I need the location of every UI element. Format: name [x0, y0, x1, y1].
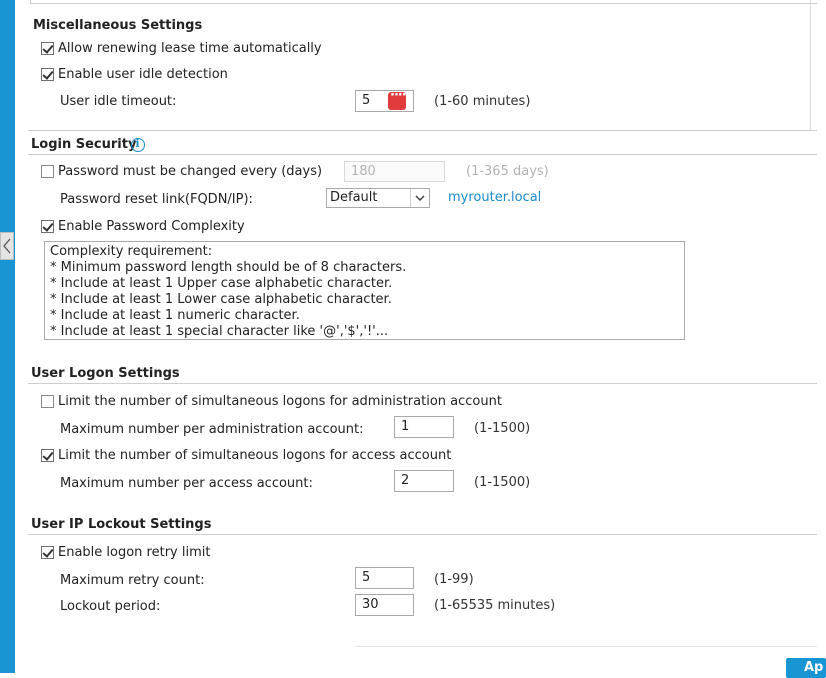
section-heading-misc: Miscellaneous Settings — [33, 18, 203, 33]
complexity-requirements-textarea[interactable] — [44, 241, 685, 340]
idle-timeout-label: User idle timeout: — [60, 94, 177, 109]
access-max-input[interactable]: 2 — [394, 470, 454, 492]
admin-limit-label: Limit the number of simultaneous logons for administration account — [58, 394, 502, 409]
divider — [28, 534, 817, 535]
divider — [28, 130, 817, 131]
apply-button[interactable]: Ap — [786, 658, 826, 678]
access-max-label: Maximum number per access account: — [60, 476, 313, 491]
reset-link-select[interactable] — [326, 188, 430, 208]
previous-section-frame — [30, 0, 817, 4]
dropdown-arrow — [410, 189, 429, 207]
divider — [28, 383, 817, 384]
retry-limit-checkbox[interactable] — [41, 546, 54, 559]
pwd-change-days-input[interactable]: 180 — [344, 161, 445, 182]
divider — [28, 154, 817, 155]
left-accent-bar — [0, 0, 15, 673]
max-retry-label: Maximum retry count: — [60, 573, 205, 588]
reset-link-url[interactable]: myrouter.local — [448, 190, 542, 205]
access-limit-checkbox[interactable] — [41, 449, 54, 462]
admin-max-hint: (1-1500) — [474, 421, 531, 436]
section-heading-login-security: Login Security — [31, 137, 137, 152]
complexity-line: * Include at least 1 special character like '@','$','!'... — [50, 324, 389, 339]
idle-timeout-input[interactable]: 5 — [355, 90, 414, 112]
admin-max-label: Maximum number per administration account: — [60, 422, 364, 437]
reset-link-label: Password reset link(FQDN/IP): — [60, 192, 253, 207]
lockout-period-label: Lockout period: — [60, 599, 161, 614]
admin-max-input[interactable]: 1 — [394, 416, 454, 438]
collapse-sidebar-handle[interactable] — [0, 232, 14, 260]
complexity-line: * Minimum password length should be of 8 characters. — [50, 260, 407, 275]
max-retry-hint: (1-99) — [434, 572, 474, 587]
admin-limit-checkbox[interactable] — [41, 395, 54, 408]
section-heading-user-logon: User Logon Settings — [31, 366, 180, 381]
access-max-hint: (1-1500) — [474, 475, 531, 490]
chevron-left-icon — [3, 238, 11, 254]
complexity-checkbox[interactable] — [41, 220, 54, 233]
complexity-line: * Include at least 1 Lower case alphabetic character. — [50, 292, 392, 307]
info-icon[interactable]: i — [131, 138, 145, 152]
idle-detect-label: Enable user idle detection — [58, 67, 228, 82]
spinner-button[interactable] — [388, 92, 406, 110]
complexity-line: * Include at least 1 Upper case alphabetic character. — [50, 276, 393, 291]
retry-limit-label: Enable logon retry limit — [58, 545, 211, 560]
section-heading-ip-lockout: User IP Lockout Settings — [31, 517, 212, 532]
max-retry-input[interactable]: 5 — [355, 567, 414, 589]
lockout-period-input[interactable]: 30 — [355, 594, 414, 616]
right-border — [810, 0, 811, 130]
lockout-period-hint: (1-65535 minutes) — [434, 598, 556, 613]
complexity-line: * Include at least 1 numeric character. — [50, 308, 300, 323]
complexity-label: Enable Password Complexity — [58, 219, 245, 234]
renew-lease-checkbox[interactable] — [41, 42, 54, 55]
footer-divider — [355, 646, 817, 647]
access-limit-label: Limit the number of simultaneous logons for access account — [58, 448, 452, 463]
chevron-down-icon — [415, 195, 425, 201]
pwd-change-label: Password must be changed every (days) — [58, 164, 323, 179]
renew-lease-label: Allow renewing lease time automatically — [58, 41, 322, 56]
reset-link-selected: Default — [330, 190, 378, 205]
complexity-line: Complexity requirement: — [50, 244, 213, 259]
pwd-change-checkbox[interactable] — [41, 165, 54, 178]
idle-timeout-hint: (1-60 minutes) — [434, 94, 531, 109]
pwd-change-hint: (1-365 days) — [466, 164, 549, 179]
idle-detect-checkbox[interactable] — [41, 68, 54, 81]
